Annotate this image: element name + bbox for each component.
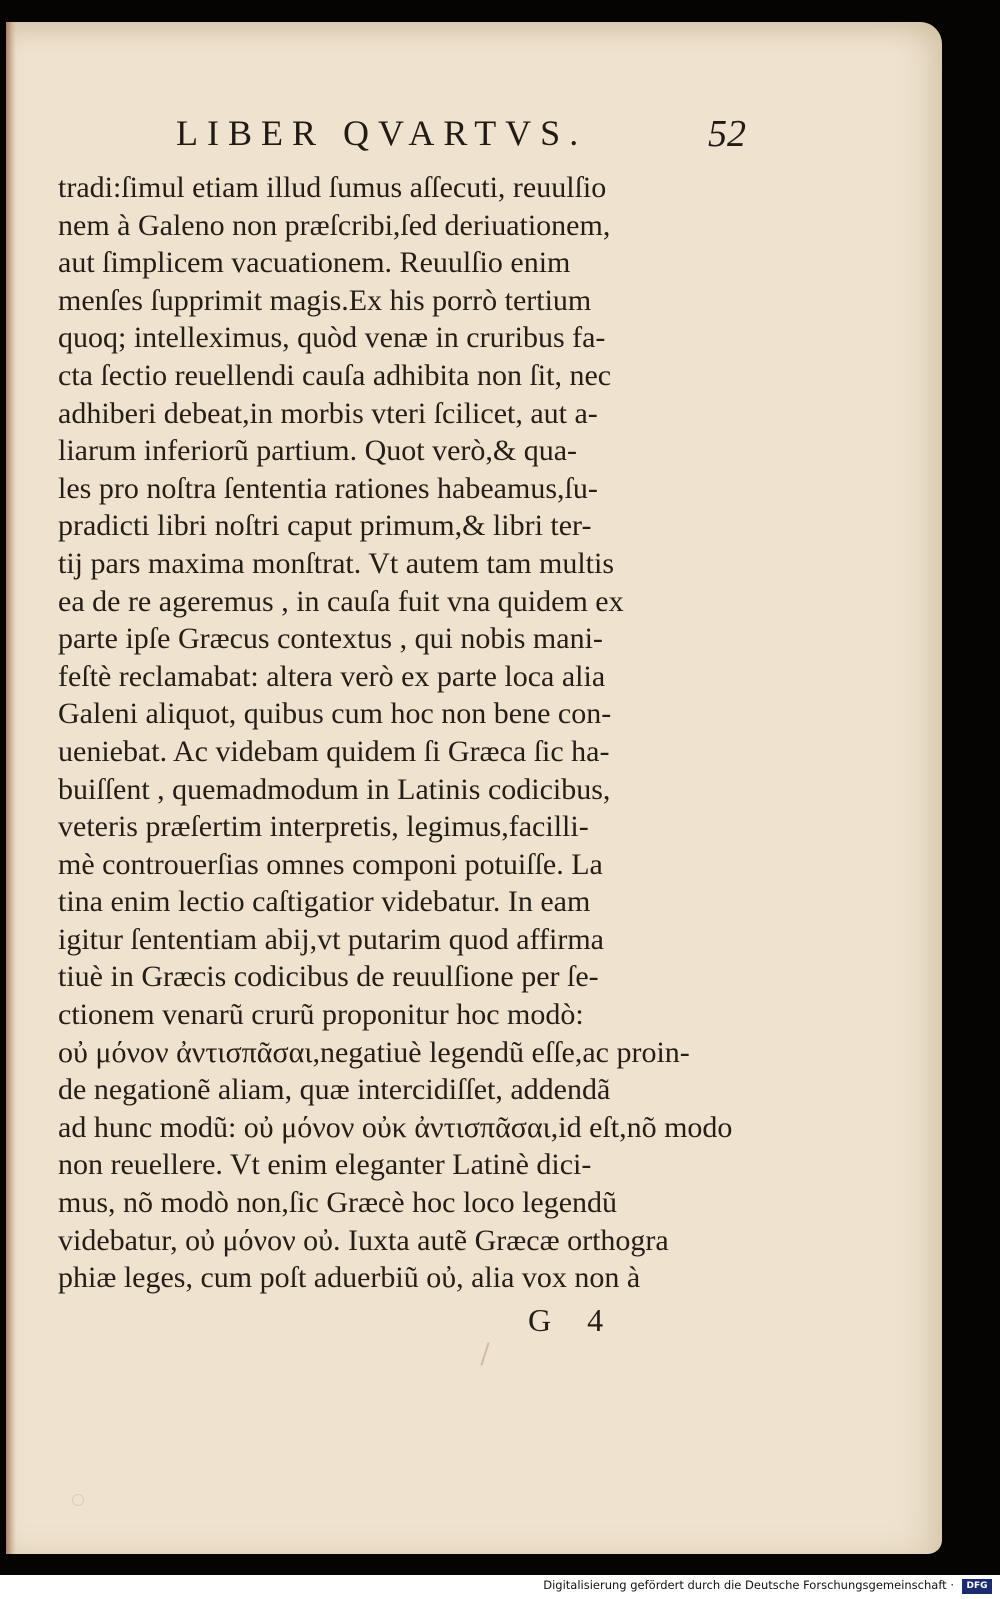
page-number: 52 xyxy=(708,113,746,155)
dfg-logo: DFG xyxy=(962,1579,992,1594)
body-text xyxy=(58,169,738,1297)
text-line: phiæ leges, cum poſt aduerbiũ οὐ, alia vox non à xyxy=(58,1261,641,1295)
running-head: LIBER QVARTVS. xyxy=(176,113,588,153)
text-line: tij pars maxima monſtrat. Vt autem tam multis xyxy=(58,546,615,580)
text-line: parte ipſe Græcus contextus , qui nobis mani- xyxy=(58,622,603,656)
text-line: tradi:ſimul etiam illud ſumus aſſecuti, reuulſio xyxy=(58,171,607,204)
funding-credit: Digitalisierung gefördert durch die Deutsche Forschungsgemeinschaft · xyxy=(543,1578,954,1592)
text-line: nem à Galeno non præſcribi,ſed deriuationem, xyxy=(58,208,611,242)
text-line: Galeni aliquot, quibus cum hoc non bene con- xyxy=(58,697,612,731)
text-line: cta ſectio reuellendi cauſa adhibita non ſit, nec xyxy=(58,358,612,392)
text-line: non reuellere. Vt enim eleganter Latinè dici- xyxy=(58,1148,592,1182)
text-line: quoq; intelleximus, quòd venæ in cruribus fa- xyxy=(58,321,606,355)
text-line: aut ſimplicem vacuationem. Reuulſio enim xyxy=(58,246,571,280)
text-line: videbatur, οὐ μόνον οὐ. Iuxta autẽ Græcæ orthogra xyxy=(58,1223,669,1257)
text-line: mus, nõ modò non,ſic Græcè hoc loco legendũ xyxy=(58,1186,618,1220)
text-line: menſes ſupprimit magis.Ex his porrò tertium xyxy=(58,283,592,317)
pencil-mark xyxy=(480,1342,489,1365)
text-line: liarum inferiorũ partium. Quot verò,& qua- xyxy=(58,434,578,468)
signature-mark: G 4 xyxy=(528,1302,618,1338)
text-line: veteris præſertim interpretis, legimus,facilli- xyxy=(58,810,589,844)
page-header xyxy=(176,112,746,162)
paper-speck xyxy=(72,1494,84,1506)
footer-bar xyxy=(0,1575,1000,1599)
text-line: ea de re ageremus , in cauſa fuit vna quidem ex xyxy=(58,584,624,618)
book-page xyxy=(6,22,942,1554)
text-line: pradicti libri noſtri caput primum,& libri ter- xyxy=(58,509,592,543)
text-line: ctionem venarũ crurũ proponitur hoc modò: xyxy=(58,998,584,1032)
text-line: tina enim lectio caſtigatior videbatur. In eam xyxy=(58,885,591,919)
text-line: tiuè in Græcis codicibus de reuulſione per ſe- xyxy=(58,960,599,994)
text-line: ad hunc modũ: οὐ μόνον οὐκ ἀντισπᾶσαι,id eſt,nõ modo xyxy=(58,1110,733,1144)
text-line: les pro noſtra ſententia rationes habeamus,ſu- xyxy=(58,471,598,505)
text-line: feſtè reclamabat: altera verò ex parte loca alia xyxy=(58,659,606,693)
text-line: adhiberi debeat,in morbis vteri ſcilicet, aut a- xyxy=(58,396,598,430)
text-line: buiſſent , quemadmodum in Latinis codicibus, xyxy=(58,772,611,806)
text-line: ueniebat. Ac videbam quidem ſi Græca ſic ha- xyxy=(58,734,610,768)
text-line: de negationẽ aliam, quæ intercidiſſet, addendã xyxy=(58,1073,611,1107)
text-line: igitur ſententiam abij,vt putarim quod affirma xyxy=(58,922,604,956)
text-line: mè controuerſias omnes componi potuiſſe. La xyxy=(58,847,603,881)
text-line: οὐ μόνον ἀντισπᾶσαι,negatiuè legendũ eſſe,ac proin- xyxy=(58,1035,690,1069)
